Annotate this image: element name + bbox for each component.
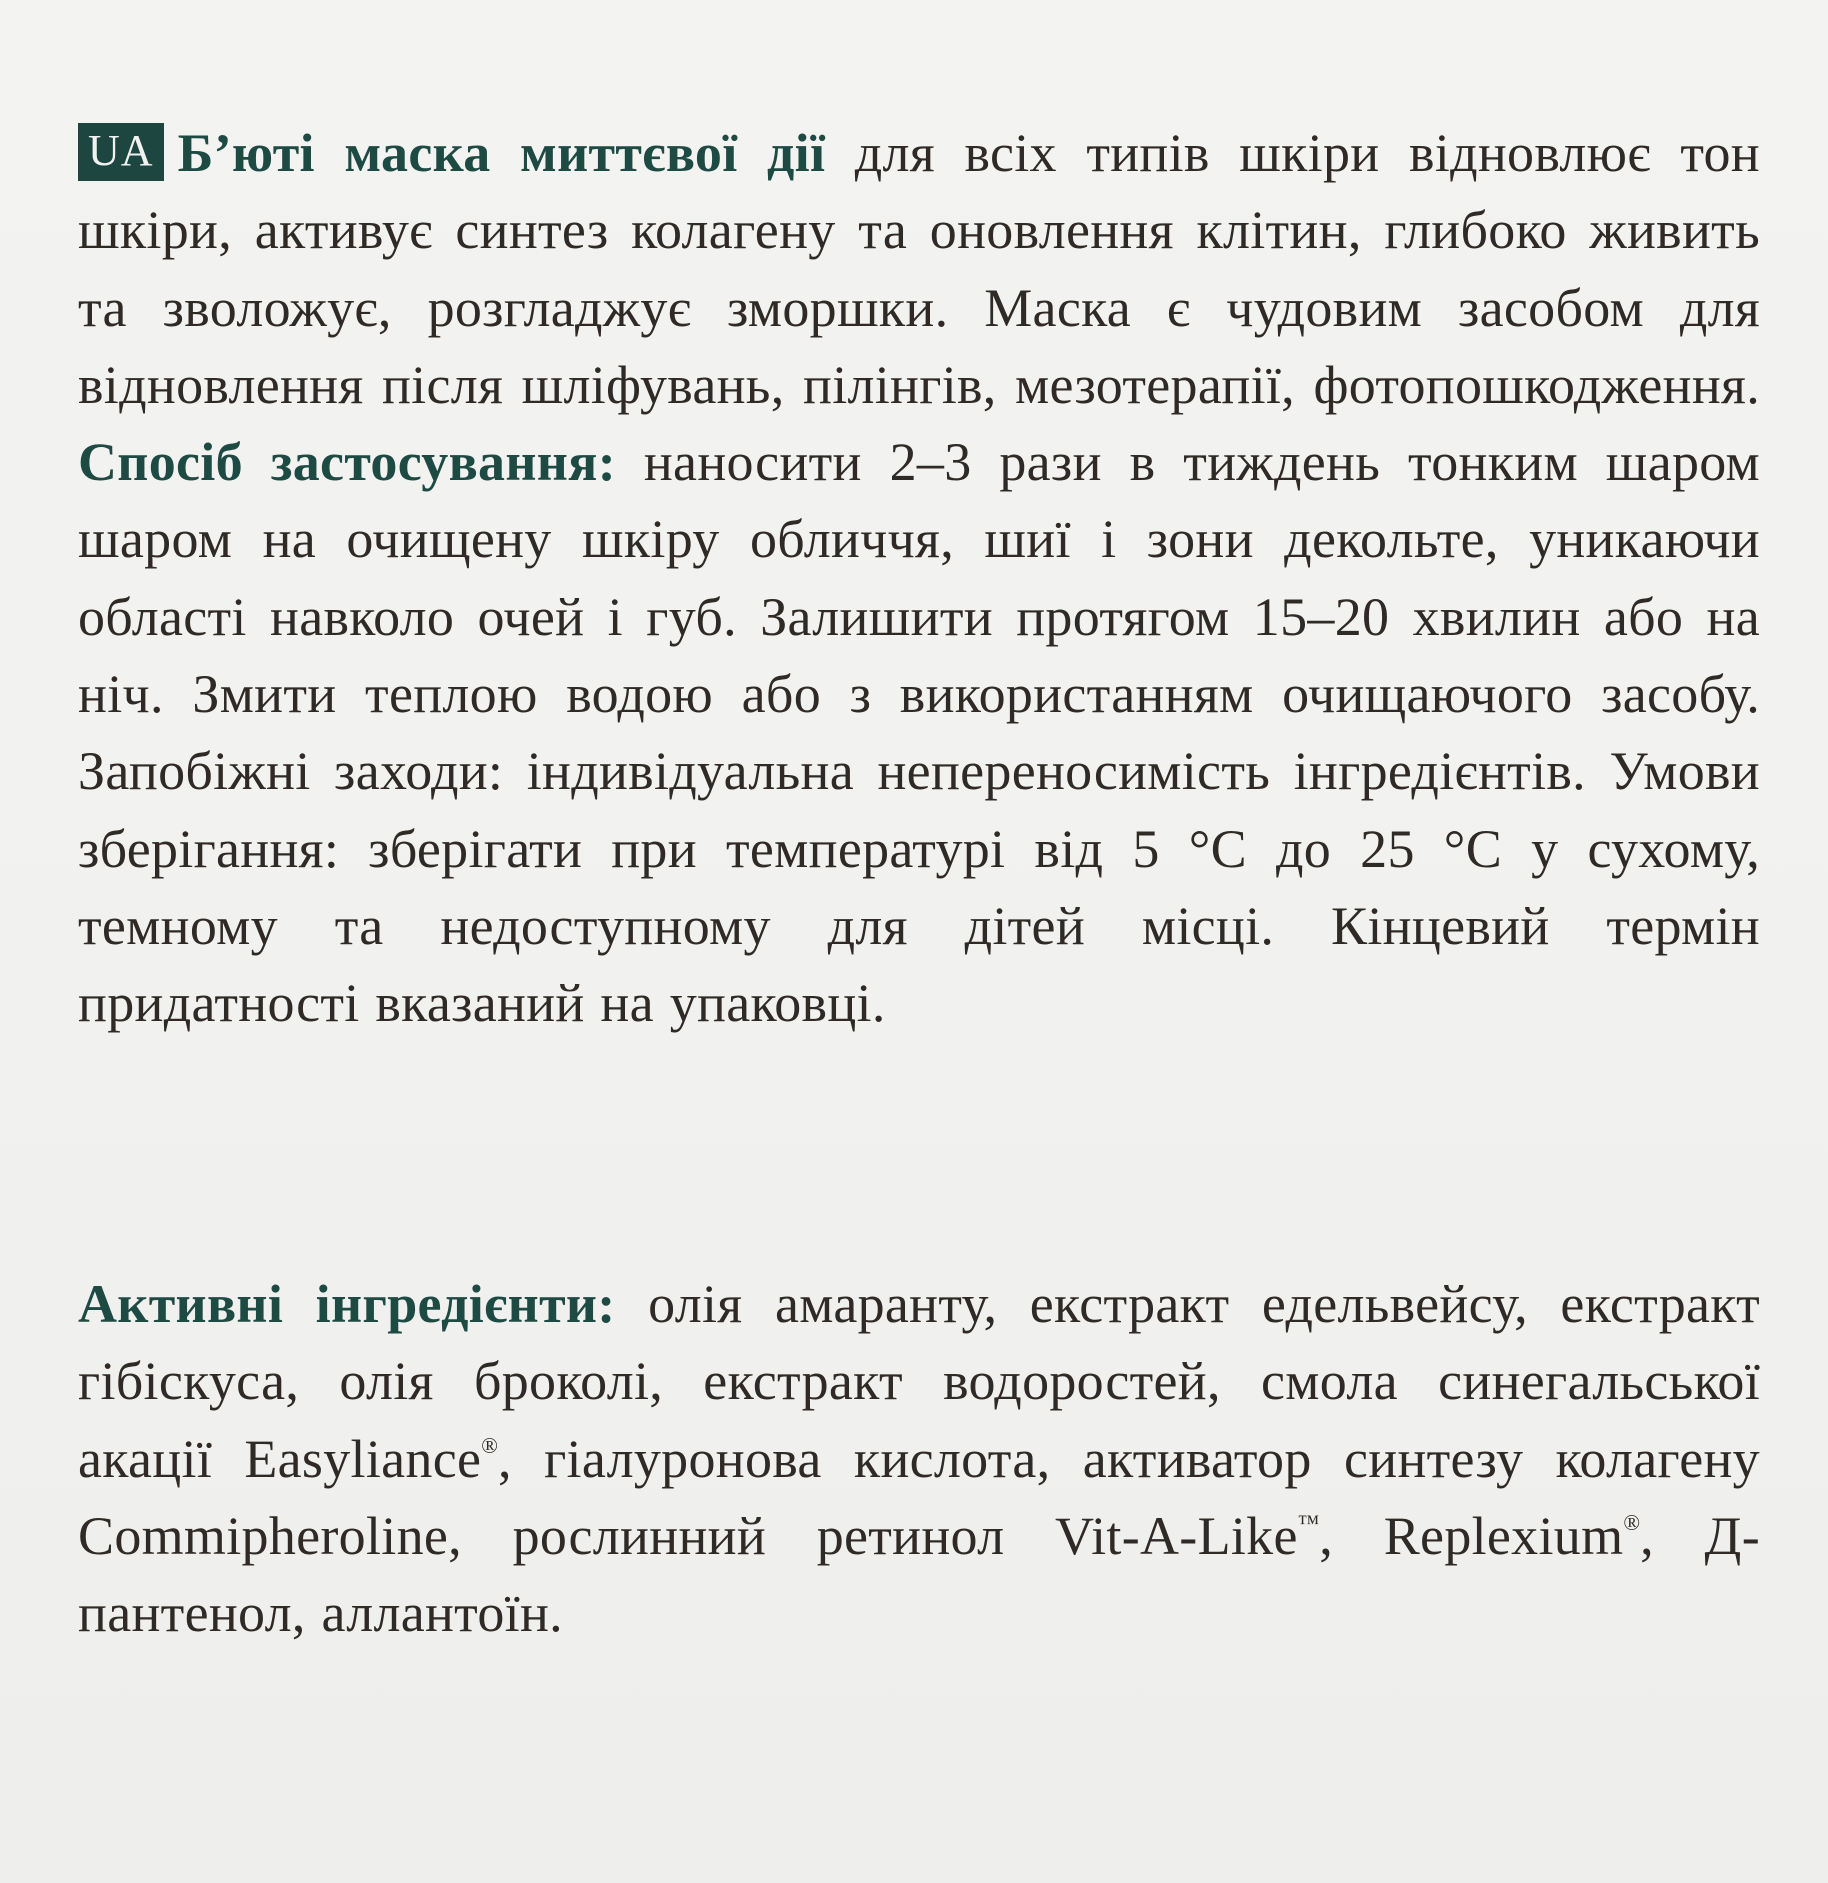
description-paragraph	[78, 115, 1760, 1043]
ingredients-heading: Активні інгредієнти:	[78, 1274, 616, 1334]
language-badge: UA	[78, 123, 164, 181]
ingredients-text-4: , Д-пантенол, аллантоїн.	[78, 1505, 1760, 1644]
ingredients-text-3: , Replexium	[1319, 1505, 1624, 1566]
trademark-mark: ™	[1297, 1509, 1320, 1535]
registered-mark: ®	[1623, 1509, 1641, 1535]
description-text: для всіх типів шкіри відновлює тон шкіри, активує синтез колагену та оновлення клітин, глибоко живить та зволожує, розгладжує зморшки. Маска є чудовим засобом для відновлення після шліфувань, пілінгів, мезотерапії, фотопошкодження.	[78, 123, 1761, 415]
ingredients-text-2: , гіалуронова кислота, активатор синтезу колагену Commipheroline, рослинний ретинол Vit-A-Like	[78, 1428, 1760, 1566]
usage-text: наносити 2–3 рази в тиждень тонким шаром шаром на очищену шкіру обличчя, шиї і зони декольте, уникаючи області навколо очей і губ. Залишити протягом 15–20 хвилин або на ніч. Змити теплою водою або з використанням очищаючого засобу. Запобіжні заходи: індивідуальна непереносимість інгредієнтів. Умови зберігання: зберігати при температурі від 5 °C до 25 °C у сухому, темному та недоступному для дітей місці. Кінцевий термін придатності вказаний на упаковці.	[78, 432, 1761, 1034]
registered-mark: ®	[481, 1432, 498, 1458]
usage-heading: Спосіб застосування:	[78, 432, 616, 493]
ingredients-paragraph	[78, 1266, 1760, 1652]
ingredients-text-1: олія амаранту, екстракт едельвейсу, екстракт гібіскуса, олія броколі, екстракт водоростей, смола синегальської акації Easyliance	[78, 1274, 1760, 1489]
product-title: Б’юті маска миттєвої дії	[177, 123, 826, 183]
